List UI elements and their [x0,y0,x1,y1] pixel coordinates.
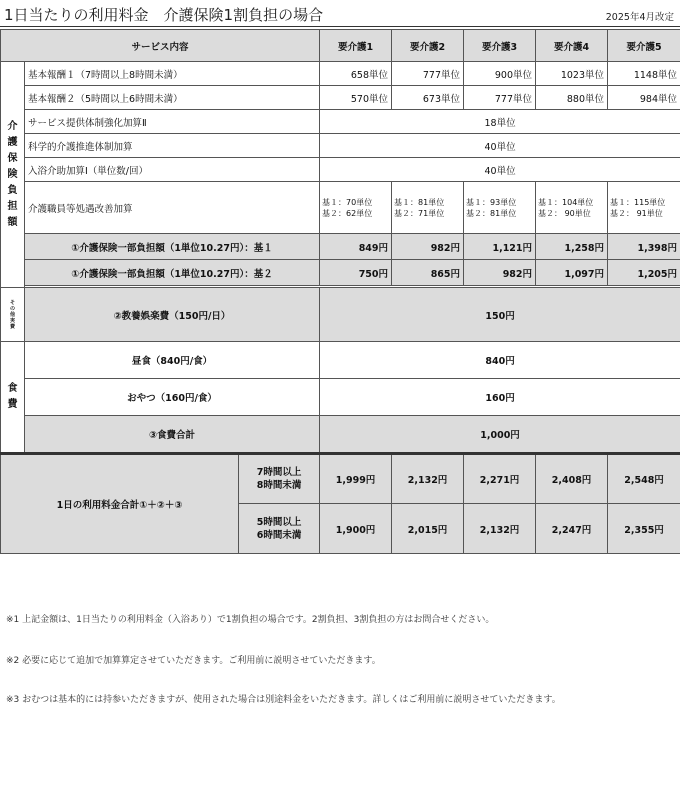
fee-table [0,29,680,554]
value-cell: 750円 [320,260,392,286]
table-row [1,416,680,454]
value-cell: 2,132円 [392,454,464,504]
value-cell: 1,000円 [320,416,680,454]
row-label: ①介護保険一部負担額（1単位10.27円）：基１ [25,234,320,260]
value-cell: 基１：70単位 基２：62単位 [320,182,392,234]
value-cell: 900単位 [464,62,536,86]
row-label: 基本報酬２（5時間以上6時間未満） [25,86,320,110]
value-cell: 2,271円 [464,454,536,504]
table-row [1,260,680,286]
row-label: おやつ（160円/食） [25,379,320,416]
level-header: 要介護5 [608,30,680,62]
service-header: サービス内容 [1,30,320,62]
table-row [1,288,680,342]
row-label: サービス提供体制強化加算Ⅱ [25,110,320,134]
row-label: ②教養娯楽費（150円/日） [25,288,320,342]
value-cell: 658単位 [320,62,392,86]
value-cell: 673単位 [392,86,464,110]
title-underline [0,26,680,27]
value-cell: 2,548円 [608,454,680,504]
value-cell: 基１：115単位 基２： 91単位 [608,182,680,234]
footnote: ※3 おむつは基本的には持参いただきますが、使用された場合は別途料金をいただきます。詳しくはご利用前に説明させていただきます。 [6,695,561,705]
value-cell: 1148単位 [608,62,680,86]
value-cell: 777単位 [392,62,464,86]
row-label: ①介護保険一部負担額（1単位10.27円）：基２ [25,260,320,286]
value-cell: 849円 [320,234,392,260]
footnote: ※1 上記金額は、1日当たりの利用料金（入浴あり）で1割負担の場合です。2割負担、3割負担の方はお問合せください。 [6,615,495,625]
row-label: 入浴介助加算Ⅰ（単位数/回） [25,158,320,182]
table-row [1,379,680,416]
value-cell: 基１：104単位 基２： 90単位 [536,182,608,234]
row-label: 基本報酬１（7時間以上8時間未満） [25,62,320,86]
group-label-other: そ の 他 実 費 [1,288,25,342]
value-cell: 2,408円 [536,454,608,504]
table-row [1,62,680,86]
value-cell: 2,247円 [536,504,608,554]
row-label: 科学的介護推進体制加算 [25,134,320,158]
table-row [1,158,680,182]
value-cell: 2,015円 [392,504,464,554]
value-cell: 984単位 [608,86,680,110]
value-cell: 40単位 [320,158,680,182]
value-cell: 982円 [392,234,464,260]
value-cell: 基１：93単位 基２：81単位 [464,182,536,234]
value-cell: 880単位 [536,86,608,110]
level-header: 要介護4 [536,30,608,62]
value-cell: 2,355円 [608,504,680,554]
value-cell: 160円 [320,379,680,416]
value-cell: 1,121円 [464,234,536,260]
table-row [1,454,680,504]
value-cell: 150円 [320,288,680,342]
table-row [1,182,680,234]
value-cell: 18単位 [320,110,680,134]
value-cell: 982円 [464,260,536,286]
level-header: 要介護1 [320,30,392,62]
page-title: 1日当たりの利用料金 介護保険1割負担の場合 [4,6,324,24]
value-cell: 1,205円 [608,260,680,286]
group-label-food: 食 費 [1,342,25,454]
table-row [1,86,680,110]
group-label-kaigo: 介 護 保 険 負 担 額 [1,62,25,288]
row-label: ③食費合計 [25,416,320,454]
level-header: 要介護3 [464,30,536,62]
table-row [1,342,680,379]
value-cell: 1,258円 [536,234,608,260]
table-row [1,234,680,260]
value-cell: 570単位 [320,86,392,110]
table-row [1,134,680,158]
value-cell: 1,900円 [320,504,392,554]
duration-label: 5時間以上 6時間未満 [239,504,320,554]
table-row [1,110,680,134]
row-label: 介護職員等処遇改善加算 [25,182,320,234]
value-cell: 基１：81単位 基２：71単位 [392,182,464,234]
value-cell: 1,097円 [536,260,608,286]
level-header: 要介護2 [392,30,464,62]
value-cell: 840円 [320,342,680,379]
row-label: 昼食（840円/食） [25,342,320,379]
value-cell: 1,398円 [608,234,680,260]
value-cell: 1023単位 [536,62,608,86]
footnote: ※2 必要に応じて追加で加算算定させていただきます。ご利用前に説明させていただきます。 [6,656,381,666]
page-header [0,0,680,28]
value-cell: 777単位 [464,86,536,110]
value-cell: 40単位 [320,134,680,158]
value-cell: 865円 [392,260,464,286]
total-label: 1日の利用料金合計①＋②＋③ [1,454,239,554]
table-header-row [1,30,680,62]
value-cell: 2,132円 [464,504,536,554]
duration-label: 7時間以上 8時間未満 [239,454,320,504]
revision-date: 2025年4月改定 [605,12,674,23]
value-cell: 1,999円 [320,454,392,504]
